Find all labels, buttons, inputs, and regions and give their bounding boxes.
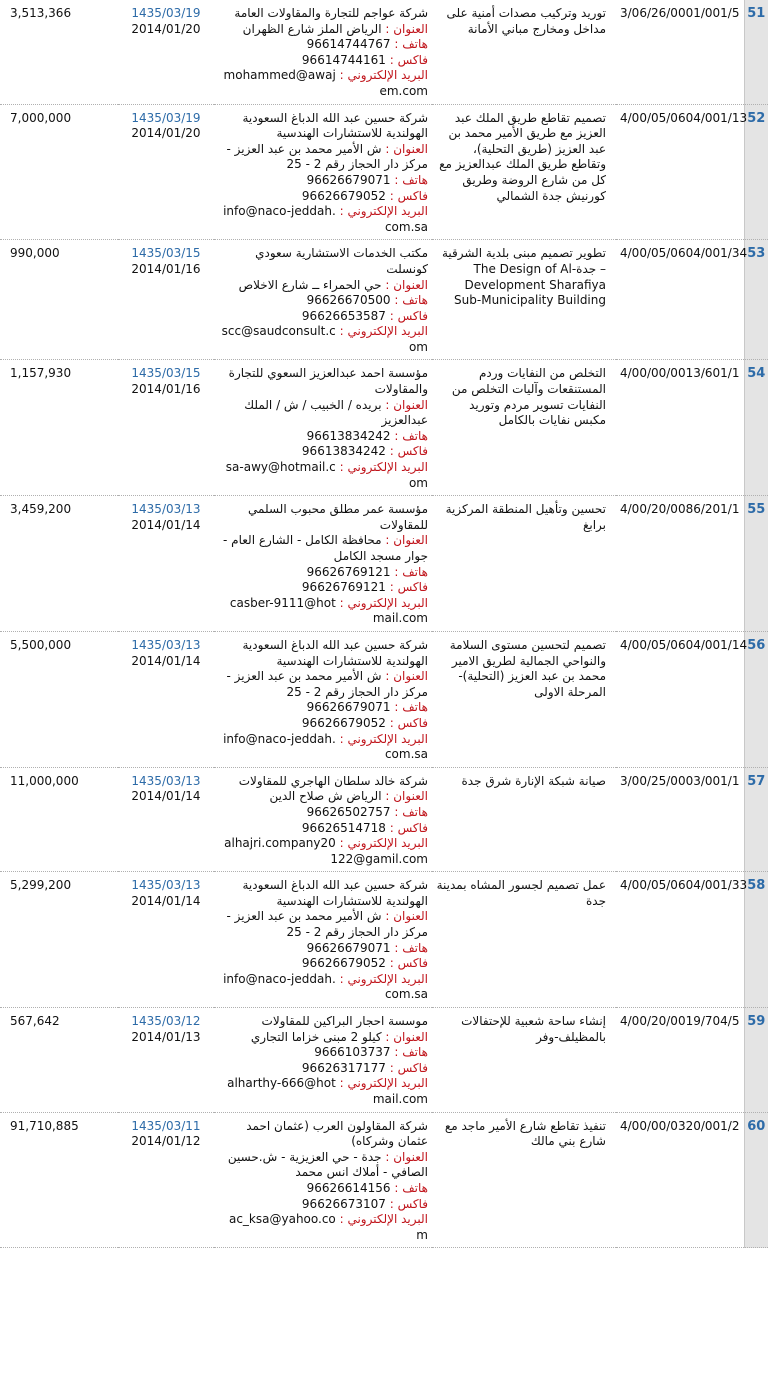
company-fax: فاكس : 96626679052 bbox=[301, 188, 428, 203]
award-date bbox=[118, 104, 214, 240]
company-address: العنوان : ش الأمير محمد بن عبد العزيز - مركز دار الحجاز رقم 2 - 25 bbox=[226, 669, 428, 699]
company-phone: هاتف : 96626679071 bbox=[306, 700, 428, 715]
address-label: العنوان : bbox=[385, 277, 428, 292]
award-date bbox=[118, 240, 214, 360]
address-label: العنوان : bbox=[385, 669, 428, 684]
gregorian-date: 2014/01/14 bbox=[131, 893, 201, 908]
contract-amount: 5,299,200 bbox=[0, 872, 118, 1008]
award-date bbox=[118, 1112, 214, 1248]
email-label: البريد الإلكتروني : bbox=[339, 460, 428, 475]
tender-code: 4/00/05/0604/001/14 bbox=[616, 631, 744, 767]
company-name: شركة المقاولون العرب (عثمان احمد عثمان وشركاه) bbox=[246, 1118, 428, 1149]
company-phone: هاتف : 96626670500 bbox=[306, 293, 428, 308]
hijri-date: 1435/03/19 bbox=[131, 110, 201, 125]
gregorian-date: 2014/01/14 bbox=[131, 653, 201, 668]
hijri-date: 1435/03/15 bbox=[131, 246, 201, 261]
company-fax: فاكس : 96626679052 bbox=[301, 715, 428, 730]
table-row bbox=[0, 872, 768, 1008]
company-info bbox=[214, 360, 432, 496]
company-name: مؤسسة احمد عبدالعزيز السعوي للتجارة والمقاولات bbox=[228, 366, 428, 397]
hijri-date: 1435/03/13 bbox=[131, 878, 201, 893]
hijri-date: 1435/03/13 bbox=[131, 502, 201, 517]
contract-amount: 567,642 bbox=[0, 1008, 118, 1113]
phone-label: هاتف : bbox=[394, 700, 428, 715]
fax-label: فاكس : bbox=[389, 580, 428, 595]
fax-label: فاكس : bbox=[389, 444, 428, 459]
company-info bbox=[214, 1112, 432, 1248]
company-address: العنوان : كيلو 2 مبنى خزاما التجاري bbox=[250, 1029, 428, 1044]
tender-code: 4/00/00/0013/601/1 bbox=[616, 360, 744, 496]
company-fax: فاكس : 96614744161 bbox=[301, 52, 428, 67]
award-date bbox=[118, 496, 214, 632]
contract-amount: 1,157,930 bbox=[0, 360, 118, 496]
company-email: البريد الإلكتروني : sa-awy@hotmail.com bbox=[225, 460, 428, 490]
award-date bbox=[118, 631, 214, 767]
company-fax: فاكس : 96626514718 bbox=[301, 820, 428, 835]
hijri-date: 1435/03/13 bbox=[131, 637, 201, 652]
row-number[interactable]: 60 bbox=[744, 1112, 768, 1248]
gregorian-date: 2014/01/12 bbox=[131, 1134, 201, 1149]
company-email: البريد الإلكتروني : scc@saudconsult.com bbox=[221, 324, 428, 354]
company-phone: هاتف : 96626679071 bbox=[306, 172, 428, 187]
company-phone: هاتف : 96613834242 bbox=[306, 428, 428, 443]
company-name: مؤسسة عمر مطلق محبوب السلمي للمقاولات bbox=[248, 502, 428, 532]
company-info bbox=[214, 104, 432, 240]
address-label: العنوان : bbox=[385, 21, 428, 36]
company-email: البريد الإلكتروني : info@naco-jeddah.com.sa bbox=[223, 731, 428, 762]
contract-amount: 11,000,000 bbox=[0, 767, 118, 872]
fax-label: فاكس : bbox=[389, 715, 428, 730]
table-row bbox=[0, 496, 768, 632]
table-row bbox=[0, 1008, 768, 1113]
gregorian-date: 2014/01/14 bbox=[131, 789, 201, 804]
row-number[interactable]: 55 bbox=[744, 496, 768, 632]
tender-description: إنشاء ساحة شعبية للإحتفالات بالمظيلف-وفر bbox=[432, 1008, 616, 1113]
company-address: العنوان : بريده / الخبيب / ش / الملك عبدالعزيز bbox=[244, 397, 428, 428]
award-date bbox=[118, 360, 214, 496]
company-phone: هاتف : 9666103737 bbox=[314, 1045, 428, 1060]
company-info bbox=[214, 496, 432, 632]
company-info bbox=[214, 1008, 432, 1113]
company-name: موسسة احجار البراكين للمقاولات bbox=[261, 1014, 428, 1029]
company-email: البريد الإلكتروني : mohammed@awajem.com bbox=[223, 68, 428, 98]
company-address: العنوان : حي الحمراء ــ شارع الاخلاص bbox=[238, 277, 428, 292]
company-phone: هاتف : 96614744767 bbox=[306, 37, 428, 52]
phone-label: هاتف : bbox=[394, 172, 428, 187]
contract-amount: 3,459,200 bbox=[0, 496, 118, 632]
fax-label: فاكس : bbox=[389, 956, 428, 971]
phone-label: هاتف : bbox=[394, 940, 428, 955]
gregorian-date: 2014/01/14 bbox=[131, 517, 201, 532]
company-email: البريد الإلكتروني : alhajri.company20122@gamil.com bbox=[224, 836, 428, 866]
table-row bbox=[0, 767, 768, 872]
contract-amount: 5,500,000 bbox=[0, 631, 118, 767]
award-date bbox=[118, 767, 214, 872]
phone-label: هاتف : bbox=[394, 293, 428, 308]
row-number[interactable]: 52 bbox=[744, 104, 768, 240]
email-label: البريد الإلكتروني : bbox=[339, 1076, 428, 1091]
fax-label: فاكس : bbox=[389, 1060, 428, 1075]
table-row bbox=[0, 631, 768, 767]
phone-label: هاتف : bbox=[394, 564, 428, 579]
email-label: البريد الإلكتروني : bbox=[339, 731, 428, 746]
fax-label: فاكس : bbox=[389, 52, 428, 67]
address-label: العنوان : bbox=[385, 789, 428, 804]
phone-label: هاتف : bbox=[394, 804, 428, 819]
company-fax: فاكس : 96626673107 bbox=[301, 1196, 428, 1211]
company-info bbox=[214, 767, 432, 872]
phone-label: هاتف : bbox=[394, 1180, 428, 1195]
row-number[interactable]: 51 bbox=[744, 0, 768, 104]
gregorian-date: 2014/01/16 bbox=[131, 382, 201, 397]
company-fax: فاكس : 96626317177 bbox=[301, 1060, 428, 1075]
address-label: العنوان : bbox=[385, 909, 428, 924]
gregorian-date: 2014/01/16 bbox=[131, 261, 201, 276]
company-address: العنوان : ش الأمير محمد بن عبد العزيز - مركز دار الحجاز رقم 2 - 25 bbox=[226, 141, 428, 172]
email-label: البريد الإلكتروني : bbox=[339, 971, 428, 986]
tender-code: 4/00/00/0320/001/2 bbox=[616, 1112, 744, 1248]
company-email: البريد الإلكتروني : casber-9111@hotmail.com bbox=[229, 595, 428, 626]
table-row bbox=[0, 0, 768, 104]
hijri-date: 1435/03/19 bbox=[131, 6, 201, 20]
award-date bbox=[118, 1008, 214, 1113]
address-label: العنوان : bbox=[385, 1029, 428, 1044]
company-phone: هاتف : 96626769121 bbox=[306, 564, 428, 579]
company-name: شركة حسين عبد الله الدباغ السعودية الهولندية للاستشارات الهندسية bbox=[242, 878, 428, 908]
fax-label: فاكس : bbox=[389, 188, 428, 203]
tender-description: تصميم تقاطع طريق الملك عبد العزيز مع طريق الأمير محمد بن عبد العزيز (طريق التحلية)، وتقاطع طريق الملك عبدالعزيز مع كل من شارع الروضة وطريق كورنيش جدة الشمالي bbox=[432, 104, 616, 240]
gregorian-date: 2014/01/13 bbox=[131, 1029, 201, 1044]
company-address: العنوان : ش الأمير محمد بن عبد العزيز - مركز دار الحجاز رقم 2 - 25 bbox=[226, 909, 428, 940]
table-row bbox=[0, 240, 768, 360]
address-label: العنوان : bbox=[385, 1149, 428, 1164]
row-number[interactable]: 58 bbox=[744, 872, 768, 1008]
company-fax: فاكس : 96626653587 bbox=[301, 308, 428, 323]
company-address: العنوان : الرياض الملز شارع الظهران bbox=[242, 21, 428, 36]
company-phone: هاتف : 96626679071 bbox=[306, 940, 428, 955]
hijri-date: 1435/03/12 bbox=[131, 1014, 201, 1029]
company-info bbox=[214, 240, 432, 360]
company-phone: هاتف : 96626502757 bbox=[306, 804, 428, 819]
address-label: العنوان : bbox=[385, 141, 428, 156]
tender-description: عمل تصميم لجسور المشاه بمدينة جدة bbox=[432, 872, 616, 1008]
tender-code: 4/00/05/0604/001/34 bbox=[616, 240, 744, 360]
email-label: البريد الإلكتروني : bbox=[339, 324, 428, 339]
email-label: البريد الإلكتروني : bbox=[339, 1212, 428, 1227]
company-fax: فاكس : 96626679052 bbox=[301, 956, 428, 971]
award-date bbox=[118, 872, 214, 1008]
company-fax: فاكس : 96613834242 bbox=[301, 444, 428, 459]
tender-description: توريد وتركيب مصدات أمنية على مداخل ومخارج مباني الأمانة bbox=[432, 0, 616, 104]
company-email: البريد الإلكتروني : info@naco-jeddah.com.sa bbox=[223, 204, 428, 234]
award-date bbox=[118, 0, 214, 104]
fax-label: فاكس : bbox=[389, 308, 428, 323]
contract-amount: 3,513,366 bbox=[0, 0, 118, 104]
company-info bbox=[214, 872, 432, 1008]
address-label: العنوان : bbox=[385, 397, 428, 412]
company-address: العنوان : محافظة الكامل - الشارع العام - جوار مسجد الكامل bbox=[223, 533, 428, 563]
company-fax: فاكس : 96626769121 bbox=[301, 580, 428, 595]
company-email: البريد الإلكتروني : alharthy-666@hotmail.com bbox=[227, 1076, 428, 1106]
table-row bbox=[0, 360, 768, 496]
table-row bbox=[0, 104, 768, 240]
company-address: العنوان : الرياض ش صلاح الدين bbox=[269, 789, 428, 804]
row-number[interactable]: 53 bbox=[744, 240, 768, 360]
tender-code: 3/00/25/0003/001/1 bbox=[616, 767, 744, 872]
table-row bbox=[0, 1112, 768, 1248]
phone-label: هاتف : bbox=[394, 428, 428, 443]
tender-code: 4/00/20/0019/704/5 bbox=[616, 1008, 744, 1113]
hijri-date: 1435/03/11 bbox=[131, 1118, 201, 1133]
company-name: شركة حسين عبد الله الدباغ السعودية الهولندية للاستشارات الهندسية bbox=[242, 637, 428, 668]
tender-code: 3/06/26/0001/001/5 bbox=[616, 0, 744, 104]
company-info bbox=[214, 0, 432, 104]
contract-amount: 7,000,000 bbox=[0, 104, 118, 240]
company-name: شركة خالد سلطان الهاجري للمقاولات bbox=[238, 773, 428, 788]
tender-description: تصميم لتحسين مستوى السلامة والنواحي الجمالية لطريق الامير محمد بن عبد العزيز (التحلية)- المرحلة الاولى bbox=[432, 631, 616, 767]
company-email: البريد الإلكتروني : ac_ksa@yahoo.com bbox=[228, 1212, 428, 1242]
hijri-date: 1435/03/13 bbox=[131, 773, 201, 788]
tender-description: تنفيذ تقاطع شارع الأمير ماجد مع شارع بني مالك bbox=[432, 1112, 616, 1248]
gregorian-date: 2014/01/20 bbox=[131, 126, 201, 141]
gregorian-date: 2014/01/20 bbox=[131, 21, 201, 36]
company-info bbox=[214, 631, 432, 767]
email-label: البريد الإلكتروني : bbox=[339, 204, 428, 219]
tender-description: تطوير تصميم مبنى بلدية الشرقية – جدةThe Design of Al- Development Sharafiya Sub-Municipality Building bbox=[432, 240, 616, 360]
row-number[interactable]: 56 bbox=[744, 631, 768, 767]
company-address: العنوان : جدة - حي العزيزية - ش.حسين الصافي - أملاك انس محمد bbox=[227, 1149, 428, 1180]
contract-amount: 91,710,885 bbox=[0, 1112, 118, 1248]
tender-description: التخلص من النفايات وردم المستنقعات وآليات التخلص من النفايات تسوير مردم وتوريد مكبس نفايات بالكامل bbox=[432, 360, 616, 496]
company-name: مكتب الخدمات الاستشارية سعودي كونسلت bbox=[255, 246, 428, 276]
row-number[interactable]: 54 bbox=[744, 360, 768, 496]
tender-code: 4/00/05/0604/001/13 bbox=[616, 104, 744, 240]
email-label: البريد الإلكتروني : bbox=[339, 68, 428, 83]
tender-code: 4/00/20/0086/201/1 bbox=[616, 496, 744, 632]
tender-code: 4/00/05/0604/001/33 bbox=[616, 872, 744, 1008]
phone-label: هاتف : bbox=[394, 37, 428, 52]
company-email: البريد الإلكتروني : info@naco-jeddah.com.sa bbox=[223, 971, 428, 1002]
phone-label: هاتف : bbox=[394, 1045, 428, 1060]
fax-label: فاكس : bbox=[389, 1196, 428, 1211]
company-phone: هاتف : 96626614156 bbox=[306, 1180, 428, 1195]
company-name: شركة عواجم للتجارة والمقاولات العامة bbox=[234, 6, 428, 20]
company-name: شركة حسين عبد الله الدباغ السعودية الهولندية للاستشارات الهندسية bbox=[242, 110, 428, 141]
email-label: البريد الإلكتروني : bbox=[339, 836, 428, 851]
contract-amount: 990,000 bbox=[0, 240, 118, 360]
fax-label: فاكس : bbox=[389, 820, 428, 835]
hijri-date: 1435/03/15 bbox=[131, 366, 201, 381]
row-number[interactable]: 57 bbox=[744, 767, 768, 872]
address-label: العنوان : bbox=[385, 533, 428, 548]
tender-description: تحسين وتأهيل المنطقة المركزية برابغ bbox=[432, 496, 616, 632]
row-number[interactable]: 59 bbox=[744, 1008, 768, 1113]
email-label: البريد الإلكتروني : bbox=[339, 595, 428, 610]
tender-description: صيانة شبكة الإنارة شرق جدة bbox=[432, 767, 616, 872]
